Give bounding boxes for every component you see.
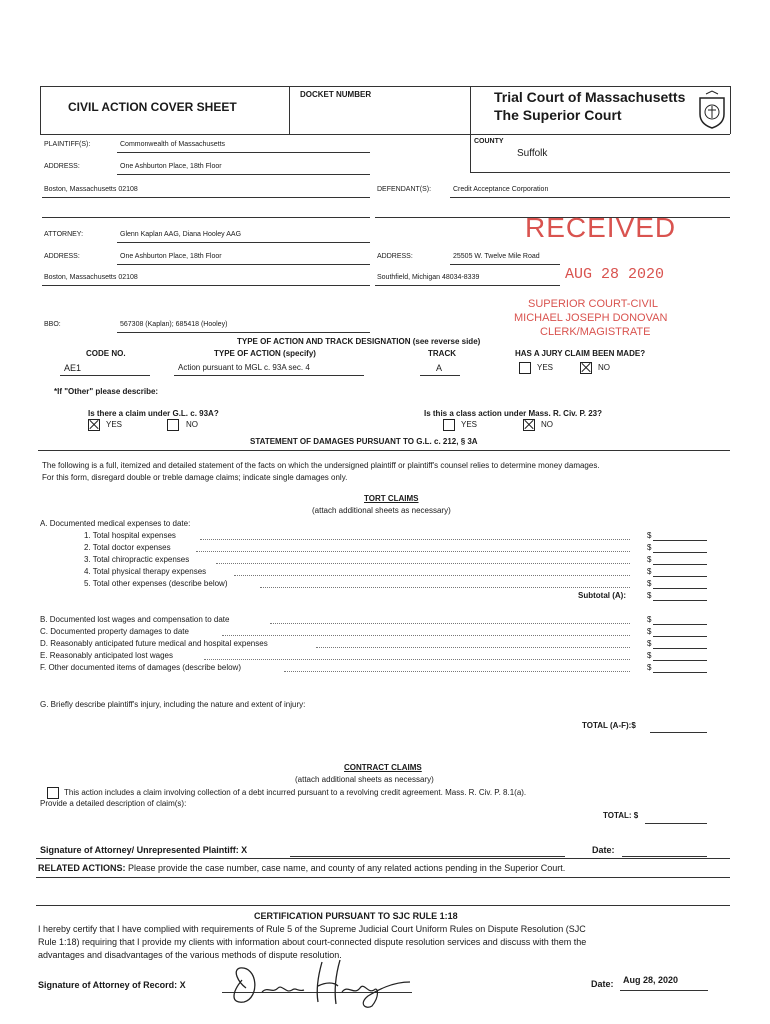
dollar-sign: $ — [647, 567, 652, 576]
q93a-no-checkbox[interactable] — [167, 419, 179, 431]
received-stamp: RECEIVED — [525, 212, 677, 243]
form-title: CIVIL ACTION COVER SHEET — [68, 100, 237, 114]
damage-item: D. Reasonably anticipated future medical and hospital expenses — [40, 639, 268, 648]
defendant-address-line — [450, 264, 560, 265]
county-label: COUNTY — [474, 138, 504, 145]
jury-yes-label: YES — [537, 363, 554, 372]
defendant-line — [450, 197, 730, 198]
bbo-value[interactable]: 567308 (Kaplan); 685418 (Hooley) — [120, 321, 228, 328]
attorney-address-line — [117, 264, 370, 265]
g-label: G. Briefly describe plaintiff's injury, including the nature and extent of injury: — [40, 700, 306, 709]
dollar-sign: $ — [647, 531, 652, 540]
leader-dots — [234, 575, 630, 576]
damage-item: B. Documented lost wages and compensation to date — [40, 615, 230, 624]
dollar-sign: $ — [647, 627, 652, 636]
a-item: 2. Total doctor expenses — [84, 543, 171, 552]
handwritten-signature — [222, 952, 412, 1012]
damages-intro2: For this form, disregard double or treble damage claims; indicate single damages only. — [42, 473, 348, 482]
damage-item: F. Other documented items of damages (describe below) — [40, 663, 241, 672]
amount-line[interactable] — [653, 540, 707, 541]
track-value[interactable]: A — [436, 363, 443, 373]
attorney-line — [117, 242, 370, 243]
q93a-label: Is there a claim under G.L. c. 93A? — [88, 409, 219, 418]
jury-yes-checkbox[interactable] — [519, 362, 531, 374]
leader-dots — [196, 551, 630, 552]
action-section-title: TYPE OF ACTION AND TRACK DESIGNATION (see reverse side) — [237, 337, 481, 346]
q93a-yes-label: YES — [106, 420, 123, 429]
q23-yes-checkbox[interactable] — [443, 419, 455, 431]
header-left-border — [40, 86, 41, 134]
bbo-label: BBO: — [44, 321, 61, 328]
contract-sub: (attach additional sheets as necessary) — [295, 775, 434, 784]
dollar-sign: $ — [647, 579, 652, 588]
attorney-address2[interactable]: Boston, Massachusetts 02108 — [44, 274, 138, 281]
dollar-sign: $ — [647, 555, 652, 564]
county-bottom — [470, 172, 730, 173]
tort-title: TORT CLAIMS — [364, 494, 419, 503]
stamp-line3: CLERK/MAGISTRATE — [540, 326, 651, 338]
plaintiff-address-label: ADDRESS: — [44, 163, 80, 170]
bbo-line — [117, 332, 370, 333]
cert-text-2: Rule 1:18) requiring that I provide my clients with information about court-connected dispute resolution services and discuss with them the — [38, 937, 587, 947]
cert-date-line — [620, 990, 708, 991]
total-af-label: TOTAL (A-F):$ — [582, 721, 636, 730]
q93a-yes-checkbox[interactable] — [88, 419, 100, 431]
damage-item: E. Reasonably anticipated lost wages — [40, 651, 173, 660]
dollar-sign: $ — [647, 651, 652, 660]
signature-date-line[interactable] — [622, 856, 707, 857]
damages-divider — [38, 450, 730, 451]
leader-dots — [316, 647, 630, 648]
defendant-address-label: ADDRESS: — [377, 253, 413, 260]
track-label: TRACK — [428, 349, 456, 358]
defendant-label: DEFENDANT(S): — [377, 186, 432, 193]
address-line-2 — [42, 197, 370, 198]
header-bottom-border — [40, 134, 730, 135]
cert-text-1: I hereby certify that I have complied with requirements of Rule 5 of the Supreme Judicial Court Uniform Rules on Dispute Resolution (SJC — [38, 924, 586, 934]
leader-dots — [222, 635, 630, 636]
attorney-address-label: ADDRESS: — [44, 253, 80, 260]
contract-check-label: This action includes a claim involving collection of a debt incurred pursuant to a revolving credit agreement. Mass. R. Civ. P. 8.1(a). — [64, 788, 527, 797]
contract-desc-label: Provide a detailed description of claim(s): — [40, 799, 187, 808]
amount-line[interactable] — [653, 660, 707, 661]
a-label: A. Documented medical expenses to date: — [40, 519, 191, 528]
massachusetts-seal — [696, 90, 728, 130]
court-dept: The Superior Court — [494, 107, 622, 123]
code-value[interactable]: AE1 — [64, 363, 82, 373]
a-item: 3. Total chiropractic expenses — [84, 555, 190, 564]
damages-title: STATEMENT OF DAMAGES PURSUANT TO G.L. c. 212, § 3A — [250, 437, 478, 446]
leader-dots — [200, 539, 630, 540]
contract-checkbox[interactable] — [47, 787, 59, 799]
dollar-sign: $ — [647, 639, 652, 648]
defendant-address2[interactable]: Southfield, Michigan 48034-8339 — [377, 274, 480, 281]
header-top-border — [40, 86, 730, 87]
contract-title: CONTRACT CLAIMS — [344, 763, 422, 772]
code-line — [60, 375, 150, 376]
defendant-address-line-2 — [375, 285, 560, 286]
stamp-line2: MICHAEL JOSEPH DONOVAN — [514, 312, 668, 324]
subtotal-label: Subtotal (A): — [578, 591, 626, 600]
total-af-line[interactable] — [650, 732, 707, 733]
q23-no-label: NO — [541, 420, 553, 429]
leader-dots — [204, 659, 630, 660]
related-actions — [38, 863, 565, 873]
amount-line[interactable] — [653, 552, 707, 553]
dollar-sign: $ — [647, 591, 652, 600]
tort-sub: (attach additional sheets as necessary) — [312, 506, 451, 515]
attorney-label: ATTORNEY: — [44, 231, 84, 238]
seal-icon — [696, 90, 728, 130]
damage-item: C. Documented property damages to date — [40, 627, 189, 636]
cert-signature-label: Signature of Attorney of Record: X — [38, 980, 186, 990]
related-divider — [36, 877, 730, 878]
header-divider-1 — [289, 86, 290, 134]
cert-date-label: Date: — [591, 979, 614, 989]
plaintiff-address1[interactable]: One Ashburton Place, 18th Floor — [120, 163, 222, 170]
cert-text-3: advantages and disadvantages of the various methods of dispute resolution. — [38, 950, 342, 960]
related-actions-text: Please provide the case number, case name, and county of any related actions pending in the Superior Court. — [128, 863, 566, 873]
amount-line[interactable] — [653, 564, 707, 565]
amount-line[interactable] — [653, 588, 707, 589]
signature-divider — [36, 858, 730, 859]
amount-line[interactable] — [653, 636, 707, 637]
attorney-address1[interactable]: One Ashburton Place, 18th Floor — [120, 253, 222, 260]
docket-label: DOCKET NUMBER — [300, 90, 372, 99]
stamp-date: AUG 28 2020 — [565, 266, 665, 283]
total-label: TOTAL: $ — [603, 811, 639, 820]
leader-dots — [216, 563, 630, 564]
header-divider-2 — [470, 86, 471, 172]
jury-no-checkbox[interactable] — [580, 362, 592, 374]
damages-intro1: The following is a full, itemized and detailed statement of the facts on which the undersigned plaintiff or plaintiff's counsel relies to determine money damages. — [42, 461, 600, 470]
q93a-no-label: NO — [186, 420, 198, 429]
leader-dots — [270, 623, 630, 624]
leader-dots — [260, 587, 630, 588]
related-actions-label: RELATED ACTIONS: — [38, 863, 126, 873]
attorney-signature-label: Signature of Attorney/ Unrepresented Plaintiff: X — [40, 845, 248, 855]
stamp-line1: SUPERIOR COURT-CIVIL — [528, 298, 658, 310]
header-right-border — [730, 86, 731, 134]
total-line[interactable] — [645, 823, 707, 824]
plaintiff-address2[interactable]: Boston, Massachusetts 02108 — [44, 186, 138, 193]
other-label: *If "Other" please describe: — [54, 387, 159, 396]
plaintiff-label: PLAINTIFF(S): — [44, 141, 91, 148]
cert-date-value[interactable]: Aug 28, 2020 — [623, 975, 679, 985]
attorney-signature-line[interactable] — [290, 856, 565, 857]
type-value[interactable]: Action pursuant to MGL c. 93A sec. 4 — [178, 363, 310, 372]
plaintiff-value[interactable]: Commonwealth of Massachusetts — [120, 141, 226, 148]
q23-yes-label: YES — [461, 420, 478, 429]
amount-line[interactable] — [653, 624, 707, 625]
amount-line[interactable] — [653, 576, 707, 577]
county-value[interactable]: Suffolk — [517, 148, 548, 159]
jury-no-label: NO — [598, 363, 610, 372]
amount-line[interactable] — [653, 648, 707, 649]
type-label: TYPE OF ACTION (specify) — [214, 349, 316, 358]
court-name: Trial Court of Massachusetts — [494, 89, 686, 105]
amount-line[interactable] — [653, 672, 707, 673]
jury-label: HAS A JURY CLAIM BEEN MADE? — [515, 349, 646, 358]
a-item: 4. Total physical therapy expenses — [84, 567, 207, 576]
q23-no-checkbox[interactable] — [523, 419, 535, 431]
dollar-sign: $ — [647, 663, 652, 672]
q23-label: Is this a class action under Mass. R. Civ. P. 23? — [424, 409, 602, 418]
leader-dots — [284, 671, 630, 672]
plaintiff-line — [117, 152, 370, 153]
dollar-sign: $ — [647, 543, 652, 552]
address-line-1 — [117, 174, 370, 175]
attorney-address-line-2 — [42, 285, 370, 286]
dollar-sign: $ — [647, 615, 652, 624]
a-item: 5. Total other expenses (describe below) — [84, 579, 228, 588]
subtotal-line[interactable] — [653, 600, 707, 601]
a-item: 1. Total hospital expenses — [84, 531, 176, 540]
address-line-3 — [42, 217, 370, 218]
code-label: CODE NO. — [86, 349, 126, 358]
type-line — [174, 375, 364, 376]
cert-divider — [36, 905, 730, 906]
attorney-value[interactable]: Glenn Kaplan AAG, Diana Hooley AAG — [120, 231, 242, 238]
defendant-value[interactable]: Credit Acceptance Corporation — [453, 186, 549, 193]
defendant-address1[interactable]: 25505 W. Twelve Mile Road — [453, 253, 540, 260]
signature-date-label: Date: — [592, 845, 615, 855]
track-line — [420, 375, 460, 376]
cert-title: CERTIFICATION PURSUANT TO SJC RULE 1:18 — [254, 911, 458, 921]
